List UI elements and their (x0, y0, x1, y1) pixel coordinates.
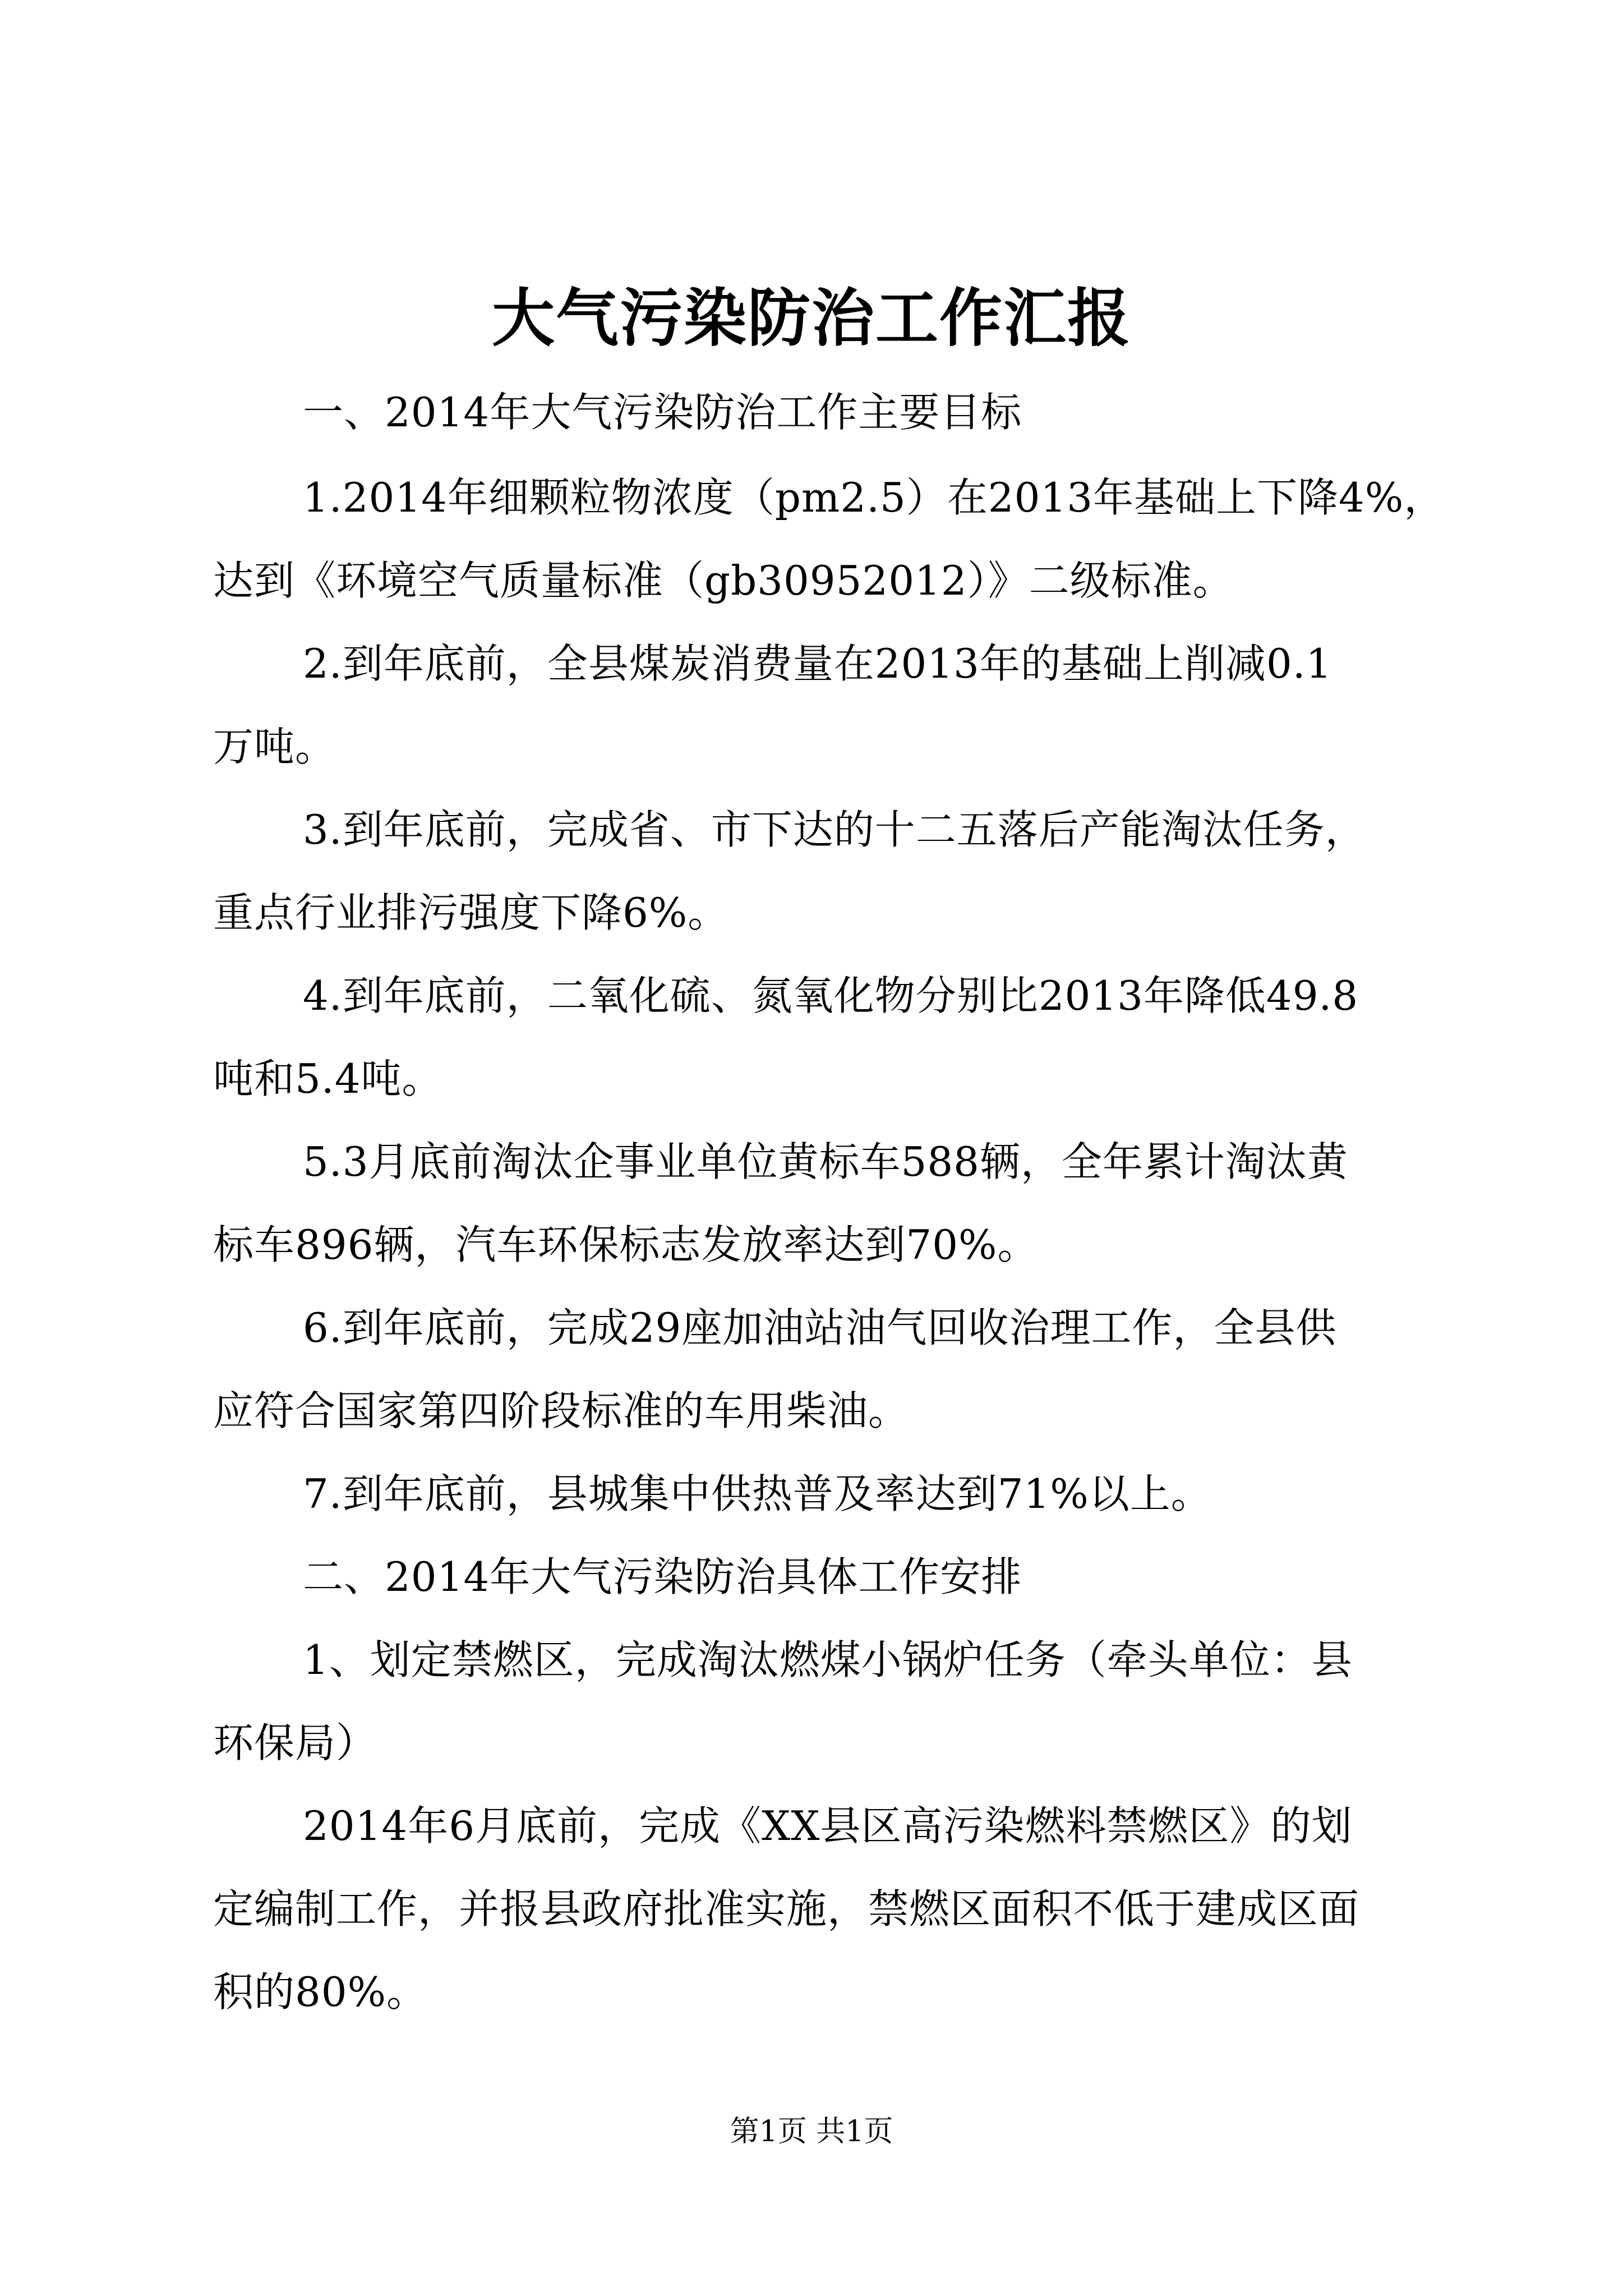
section-heading-2: 二、2014年大气污染防治具体工作安排 (303, 1553, 1022, 1600)
paragraph-line: 2014年6月底前，完成《XX县区高污染燃料禁燃区》的划 (303, 1802, 1353, 1849)
paragraph-line: 标车896辆，汽车环保标志发放率达到70%。 (213, 1221, 1039, 1268)
paragraph-line: 达到《环境空气质量标准（gb30952012）》二级标准。 (213, 557, 1234, 604)
paragraph-line: 定编制工作，并报县政府批准实施，禁燃区面积不低于建成区面 (213, 1885, 1360, 1932)
paragraph-line: 1.2014年细颗粒物浓度（pm2.5）在2013年基础上下降4%， (303, 474, 1445, 521)
paragraph-line: 重点行业排污强度下降6%。 (213, 889, 729, 936)
paragraph-line: 应符合国家第四阶段标准的车用柴油。 (213, 1387, 910, 1434)
paragraph-line: 3.到年底前，完成省、市下达的十二五落后产能淘汰任务， (303, 806, 1366, 853)
page-footer: 第1页 共1页 (730, 2115, 893, 2148)
paragraph-line: 万吨。 (213, 723, 336, 770)
paragraph-line: 5.3月底前淘汰企事业单位黄标车588辆，全年累计淘汰黄 (303, 1138, 1348, 1185)
paragraph-line: 积的80%。 (213, 1968, 428, 2016)
paragraph-line: 吨和5.4吨。 (213, 1055, 443, 1102)
document-title: 大气污染防治工作汇报 (492, 282, 1131, 355)
paragraph-line: 1、划定禁燃区，完成淘汰燃煤小锅炉任务（牵头单位：县 (303, 1636, 1353, 1683)
paragraph-line: 2.到年底前，全县煤炭消费量在2013年的基础上削减0.1 (303, 640, 1332, 687)
paragraph-line: 环保局） (213, 1719, 377, 1766)
paragraph-line: 7.到年底前，县城集中供热普及率达到71%以上。 (303, 1470, 1212, 1517)
paragraph-line: 4.到年底前，二氧化硫、氮氧化物分别比2013年降低49.8 (303, 972, 1359, 1019)
paragraph-line: 6.到年底前，完成29座加油站油气回收治理工作，全县供 (303, 1304, 1337, 1351)
section-heading-1: 一、2014年大气污染防治工作主要目标 (303, 389, 1022, 436)
